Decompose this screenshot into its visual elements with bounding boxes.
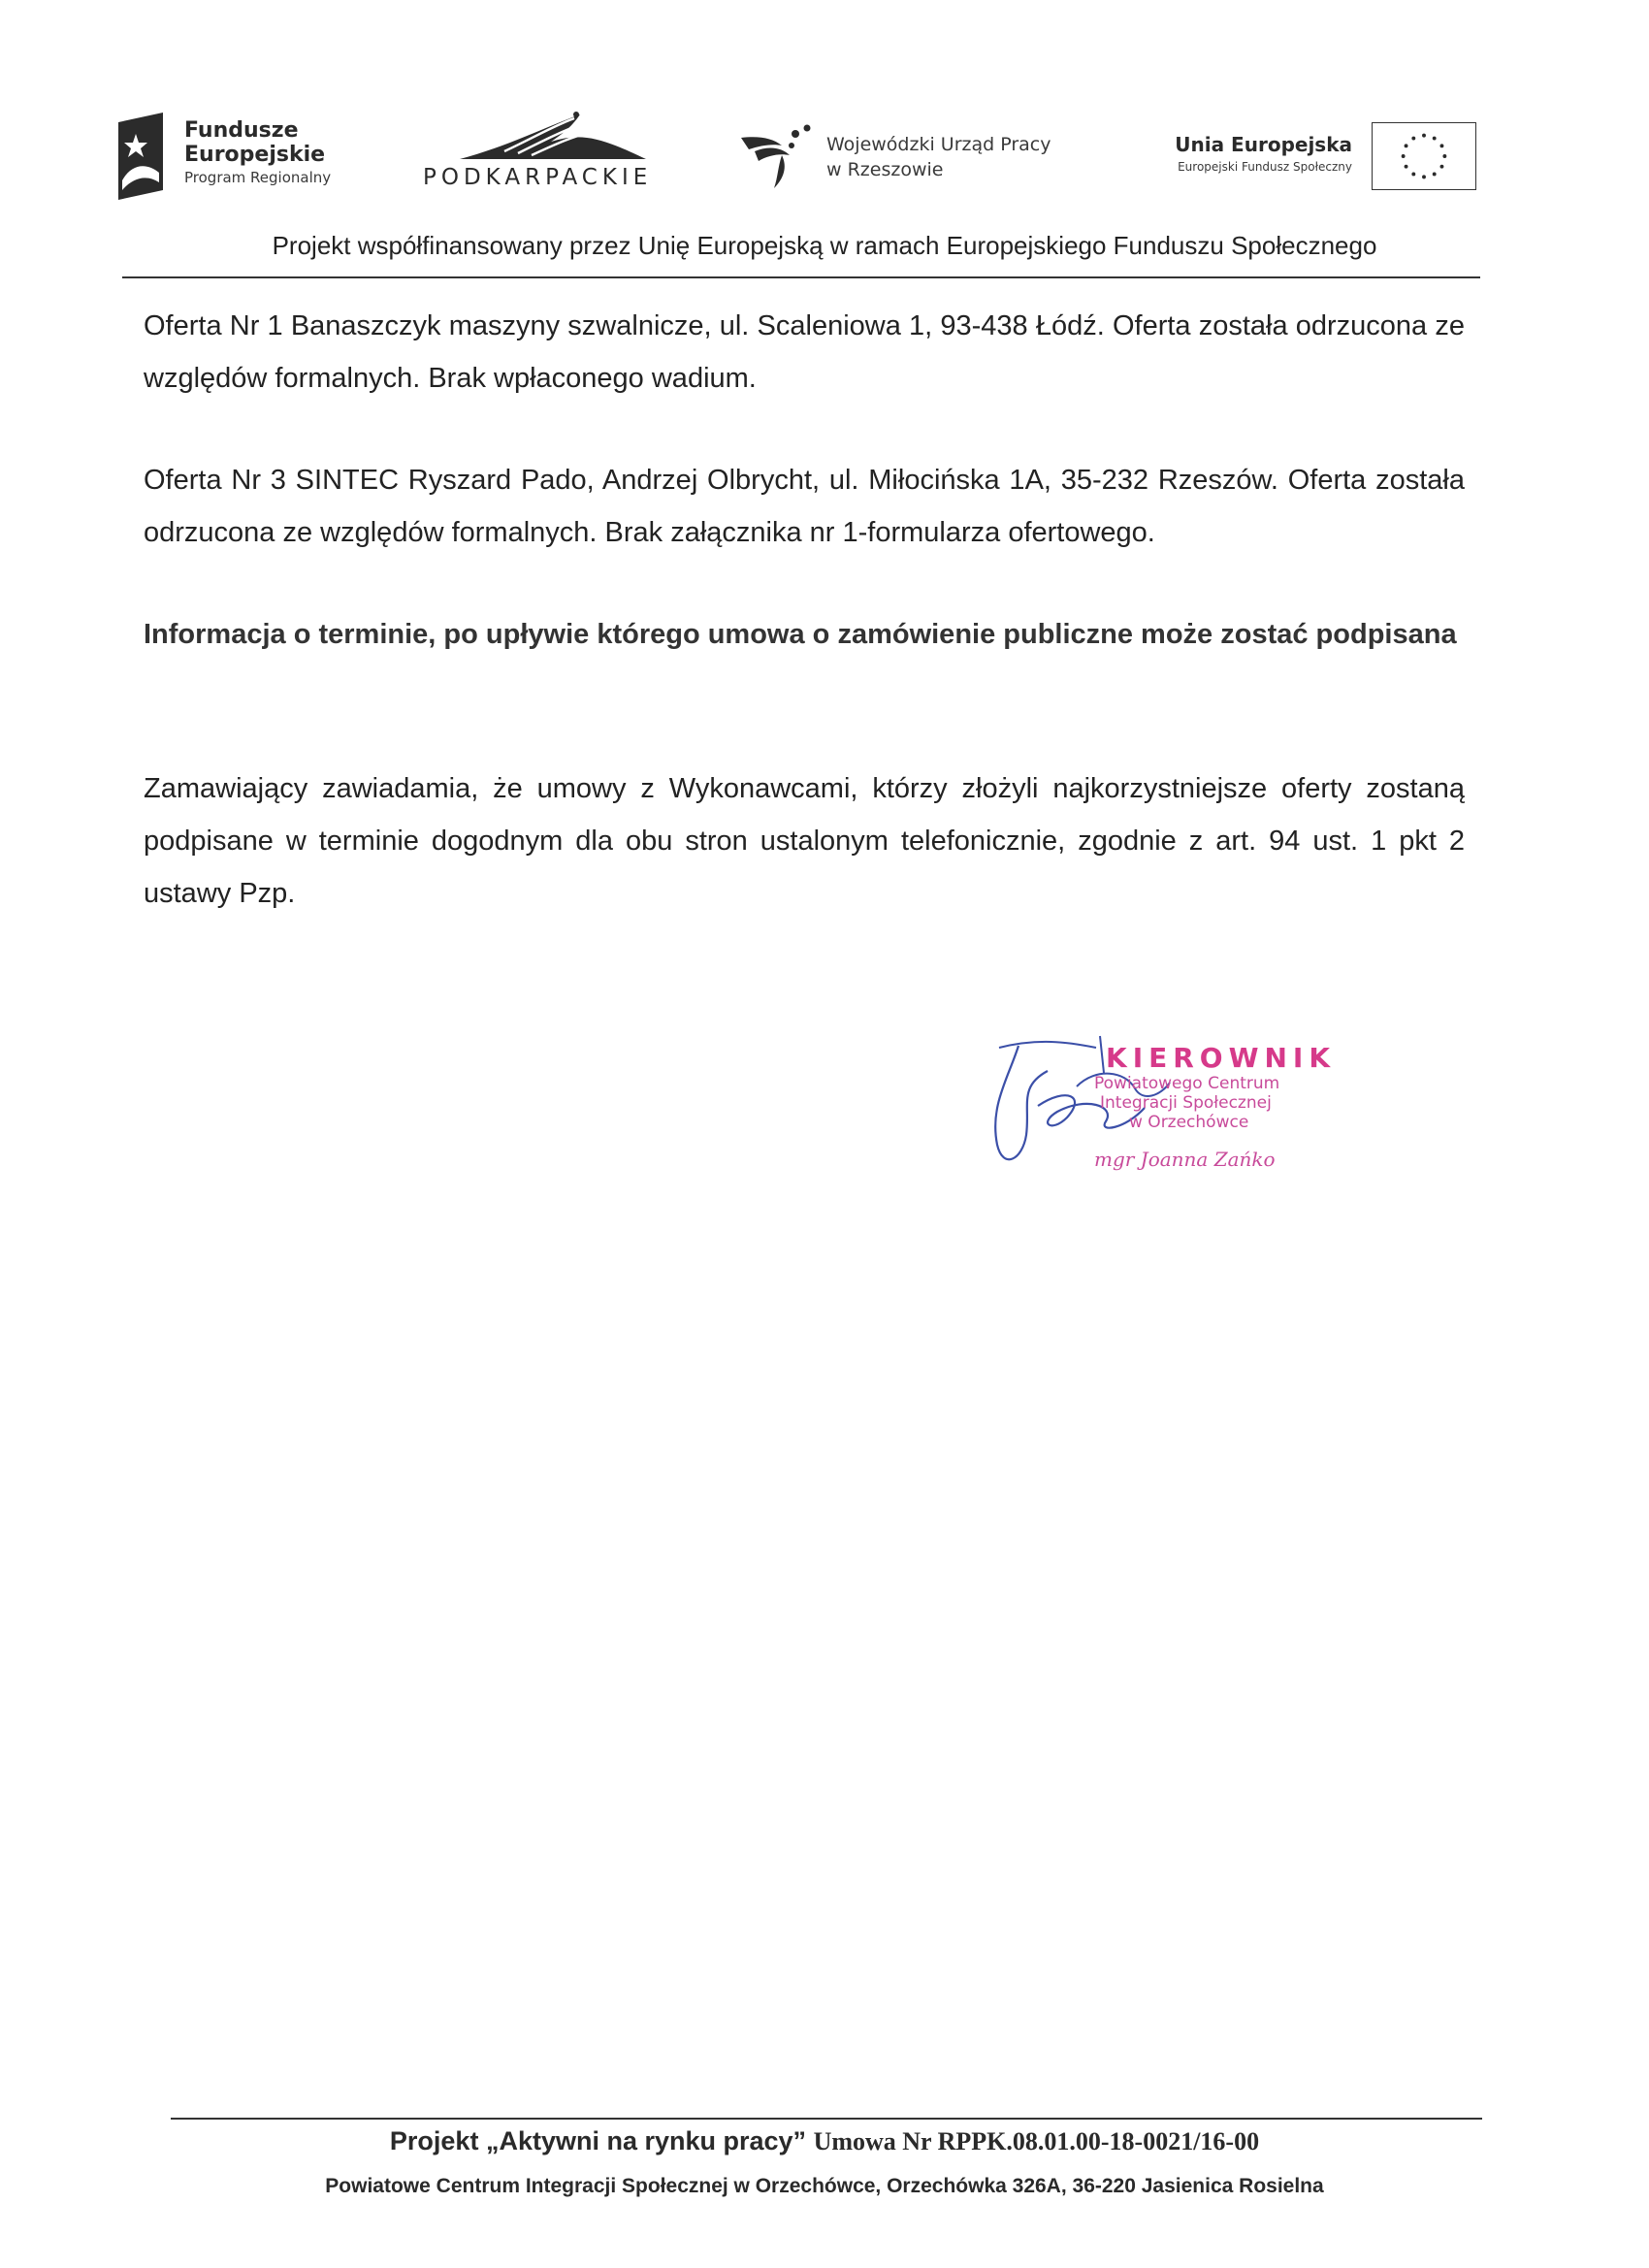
wup-line1: Wojewódzki Urząd Pracy (826, 134, 1051, 155)
stamp-line3: w Orzechówce (1129, 1113, 1249, 1132)
fundusze-europejskie-text (184, 118, 331, 188)
offer-3-paragraph: Oferta Nr 3 SINTEC Ryszard Pado, Andrzej Olbrycht, ul. Miłocińska 1A, 35-232 Rzeszów. Oferta została odrzucona ze względów formalnych. Brak załącznika nr 1-formularza ofertowego. (144, 465, 1465, 548)
wup-line2: w Rzeszowie (826, 159, 944, 180)
wup-rzeszow-logo-mark (739, 116, 815, 190)
fundusze-europejskie-logo (114, 113, 167, 200)
fundusze-line2: Europejskie (184, 143, 326, 167)
podkarpackie-logo-mark (456, 109, 650, 163)
stamp-line2: Integracji Społecznej (1100, 1093, 1272, 1113)
footer-project-name: Projekt „Aktywni na rynku pracy” (389, 2126, 807, 2155)
fundusze-line1: Fundusze (184, 118, 299, 143)
unia-europejska-text (1086, 132, 1352, 177)
footer-address: Powiatowe Centrum Integracji Społecznej w Orzechówce, Orzechówka 326A, 36-220 Jasienica Rosielna (325, 2175, 1324, 2197)
fundusze-line3: Program Regionalny (184, 169, 332, 186)
stamp-signatory-name: mgr Joanna Zańko (1094, 1148, 1276, 1171)
stamp-line1: Powiatowego Centrum (1094, 1074, 1280, 1093)
footer-contract-number: Umowa Nr RPPK.08.01.00-18-0021/16-00 (813, 2127, 1260, 2155)
eu-flag-icon (1372, 122, 1476, 190)
footer-divider (171, 2118, 1482, 2120)
official-stamp (1094, 1042, 1337, 1171)
offer-1-paragraph: Oferta Nr 1 Banaszczyk maszyny szwalnicze, ul. Scaleniowa 1, 93-438 Łódź. Oferta została odrzucona ze względów formalnych. Brak wpłaconego wadium. (144, 310, 1465, 394)
wup-rzeszow-text (826, 132, 1051, 182)
header-divider (122, 276, 1480, 278)
stamp-title: KIEROWNIK (1106, 1042, 1337, 1074)
cofinancing-statement: Projekt współfinansowany przez Unię Europejską w ramach Europejskiego Funduszu Społecznego (272, 231, 1377, 260)
section-heading: Informacja o terminie, po upływie którego umowa o zamówienie publiczne może zostać podpisana (144, 619, 1457, 650)
ue-line2: Europejski Fundusz Społeczny (1178, 160, 1352, 174)
podkarpackie-text: PODKARPACKIE (423, 165, 653, 190)
notice-paragraph: Zamawiający zawiadamia, że umowy z Wykonawcami, którzy złożyli najkorzystniejsze oferty zostaną podpisane w terminie dogodnym dla obu stron ustalonym telefonicznie, zgodnie z art. 94 ust. 1 pkt 2 ustawy Pzp. (144, 773, 1465, 909)
ue-line1: Unia Europejska (1175, 133, 1352, 156)
footer-project-line (0, 2126, 1649, 2156)
